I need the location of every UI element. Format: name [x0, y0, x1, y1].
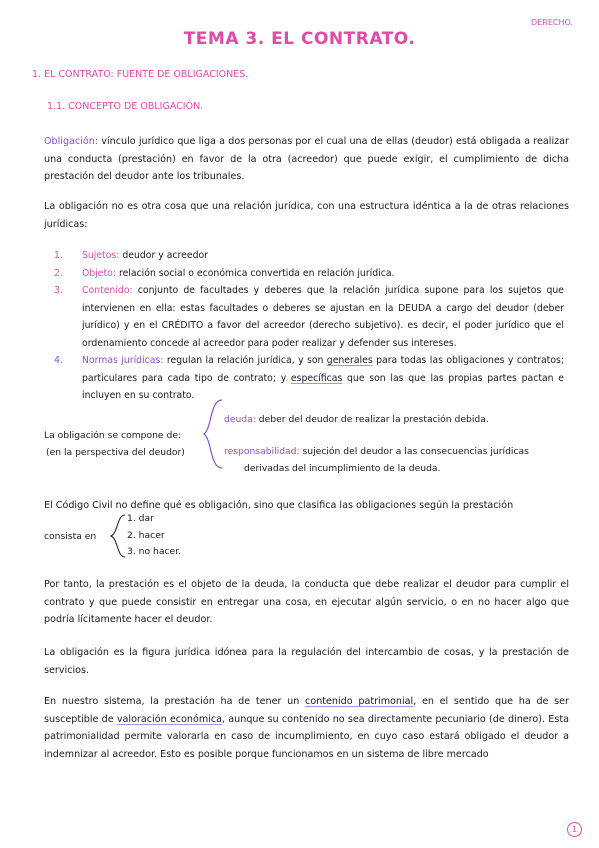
list-item	[54, 282, 564, 352]
section-heading: 1. EL CONTRATO: FUENTE DE OBLIGACIONES.	[32, 69, 249, 80]
deuda-label: deuda:	[224, 414, 256, 425]
list-label: Normas jurídicas:	[82, 355, 164, 366]
prestacion-item: 2. hacer	[127, 530, 165, 541]
paragraph-text: , en el sentido que ha de ser susceptible de	[44, 696, 569, 725]
list-text: conjunto de facultades y deberes que la relación jurídica supone para los sujetos que intervienen en ella: estas facultades o deberes se ajustan en la DEUDA a cargo del deudor (deber jurídico) y en el CRÉDITO a favor del acreedor (derecho subjetivo). es decir, el poder jurídico que el ordenamiento concede al acreedor para poder realizar y defender sus intereses.	[82, 285, 564, 349]
list-text: para todas las obligaciones y contratos; particulares para cada tipo de contrato; y	[82, 355, 564, 384]
list-item	[54, 247, 564, 265]
prestacion-item: 1. dar	[127, 513, 154, 524]
subsection-heading: 1.1. CONCEPTO DE OBLIGACIÓN.	[47, 101, 204, 112]
list-number: 1.	[54, 250, 63, 261]
figura-paragraph: La obligación es la figura jurídica idónea para la regulación del intercambio de cosas, y la prestación de servicios.	[44, 647, 569, 676]
definition-text: vínculo jurídico que liga a dos personas por el cual una de ellas (deudor) está obligada a realizar una conducta (prestación) en favor de la otra (acreedor) que puede exigir, el cumplimiento de dicha prestación del deudor ante los tribunales.	[44, 136, 569, 182]
prestacion-item: 3. no hacer.	[127, 546, 182, 557]
responsabilidad-line	[224, 446, 529, 457]
definition-term: Obligación:	[44, 136, 99, 147]
list-number: 4.	[54, 355, 63, 366]
responsabilidad-label: responsabilidad:	[224, 446, 300, 457]
definition-paragraph	[44, 133, 569, 186]
page-title: TEMA 3. EL CONTRATO.	[183, 29, 416, 49]
deuda-line	[224, 414, 489, 425]
relation-paragraph: La obligación no es otra cosa que una relación jurídica, con una estructura idéntica a la de otras relaciones jurídicas:	[44, 201, 569, 230]
compose-perspective: (en la perspectiva del deudor)	[46, 447, 185, 458]
underlined-term: valoración económica	[116, 713, 223, 725]
elements-list	[54, 247, 564, 405]
list-number: 3.	[54, 285, 63, 296]
list-text: deudor y acreedor	[119, 250, 208, 261]
compose-label: La obligación se compone de:	[44, 430, 182, 441]
list-text: regulan la relación jurídica, y son	[163, 355, 327, 366]
list-text: relación social o económica convertida en relación jurídica.	[116, 267, 395, 279]
deuda-text: deber del deudor de realizar la prestación debida.	[255, 414, 489, 425]
subject-label: DERECHO.	[531, 18, 573, 27]
underlined-term: contenido patrimonial	[305, 696, 414, 707]
brace-icon	[108, 513, 128, 559]
responsabilidad-text-cont: derivadas del incumplimiento de la deuda.	[244, 463, 441, 474]
paragraph-text: En nuestro sistema, la prestación ha de tener un	[44, 696, 306, 707]
responsabilidad-text: sujeción del deudor a las consecuencias jurídicas	[299, 446, 529, 457]
list-item	[54, 352, 564, 405]
codigo-civil-line: El Código Civil no define qué es obligación, sino que clasifica las obligaciones según la prestación	[44, 500, 514, 511]
underlined-term: específicas	[290, 372, 343, 384]
page-number: 1	[567, 822, 582, 837]
list-label: Objeto:	[82, 267, 116, 279]
paragraph-text: , aunque su contenido no sea directamente pecuniario (de dinero). Esta patrimonialidad permite valorarla en caso de incumplimiento, en cuyo caso estará obligado el deudor a indemnizar al acreedor. Esto es posible porque funcionamos en un sistema de libre mercado	[44, 713, 569, 760]
patrimonial-paragraph	[44, 693, 569, 763]
list-label: Contenido:	[82, 285, 133, 296]
list-text: que son las que las propias partes pactan e incluyen en su contrato.	[82, 372, 564, 401]
list-item	[54, 265, 564, 283]
prestacion-paragraph: Por tanto, la prestación es el objeto de la deuda, la conducta que debe realizar el deudor para cumplir el contrato y que puede consistir en entregar una cosa, en ejecutar algún servicio, o en no hacer algo que podría lícitamente hacer el deudor.	[44, 579, 569, 625]
underlined-term: generales	[326, 355, 373, 366]
brace-icon	[200, 398, 226, 470]
list-number: 2.	[54, 267, 63, 279]
consista-label: consista en	[44, 531, 97, 542]
list-label: Sujetos:	[82, 250, 120, 261]
